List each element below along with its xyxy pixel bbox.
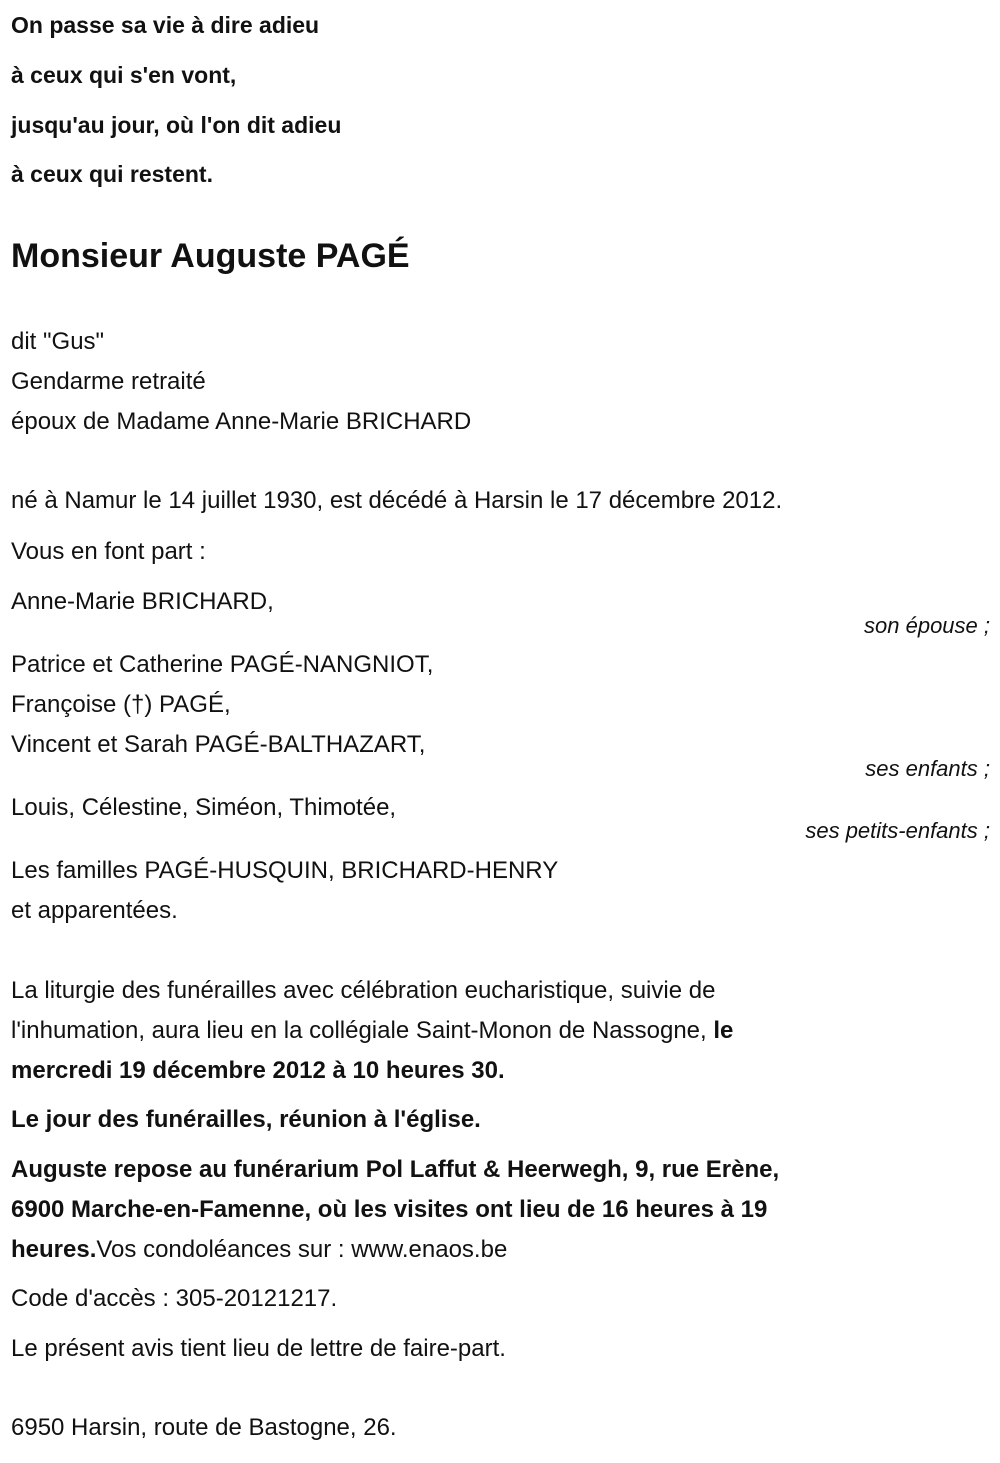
spouse-role: son épouse ; xyxy=(864,613,990,638)
liturgy-text: l'inhumation, aura lieu en la collégiale Saint-Monon de Nassogne, xyxy=(11,1017,714,1044)
announce: Vous en font part : xyxy=(11,538,206,565)
notice: Le présent avis tient lieu de lettre de faire-part. xyxy=(11,1335,506,1362)
poem-line: à ceux qui s'en vont, xyxy=(11,62,237,88)
profession: Gendarme retraité xyxy=(11,368,206,395)
funerarium-line: Auguste repose au funérarium Pol Laffut & Heerwegh, 9, rue Erène, xyxy=(11,1156,780,1183)
liturgy-line: La liturgie des funérailles avec célébration eucharistique, suivie de xyxy=(11,977,716,1004)
address: 6950 Harsin, route de Bastogne, 26. xyxy=(11,1414,397,1441)
poem-line: jusqu'au jour, où l'on dit adieu xyxy=(11,112,342,138)
birth-death: né à Namur le 14 juillet 1930, est décédé à Harsin le 17 décembre 2012. xyxy=(11,487,783,514)
grandchildren-role: ses petits-enfants ; xyxy=(805,818,990,843)
children-role: ses enfants ; xyxy=(865,756,990,781)
liturgy-date: mercredi 19 décembre 2012 à 10 heures 30. xyxy=(11,1057,505,1084)
access-code: Code d'accès : 305-20121217. xyxy=(11,1285,338,1312)
meeting: Le jour des funérailles, réunion à l'église. xyxy=(11,1106,481,1133)
funerarium-line xyxy=(11,1235,507,1265)
nickname: dit "Gus" xyxy=(11,328,105,355)
poem-line: à ceux qui restent. xyxy=(11,161,213,187)
child: Françoise (†) PAGÉ, xyxy=(11,691,231,718)
child: Patrice et Catherine PAGÉ-NANGNIOT, xyxy=(11,651,434,678)
funerarium-line: 6900 Marche-en-Famenne, où les visites ont lieu de 16 heures à 19 xyxy=(11,1196,768,1223)
families: Les familles PAGÉ-HUSQUIN, BRICHARD-HENRY xyxy=(11,857,559,884)
spouse-of: époux de Madame Anne-Marie BRICHARD xyxy=(11,408,472,435)
funerarium-end: heures. xyxy=(11,1236,97,1263)
families: et apparentées. xyxy=(11,897,178,924)
poem-line: On passe sa vie à dire adieu xyxy=(11,12,320,38)
deceased-name: Monsieur Auguste PAGÉ xyxy=(11,237,410,275)
child: Vincent et Sarah PAGÉ-BALTHAZART, xyxy=(11,731,426,758)
liturgy-date-start: le xyxy=(713,1017,734,1044)
liturgy-line xyxy=(11,1016,733,1046)
spouse: Anne-Marie BRICHARD, xyxy=(11,588,274,615)
grandchildren: Louis, Célestine, Siméon, Thimotée, xyxy=(11,794,397,821)
condolences: Vos condoléances sur : www.enaos.be xyxy=(96,1236,508,1263)
